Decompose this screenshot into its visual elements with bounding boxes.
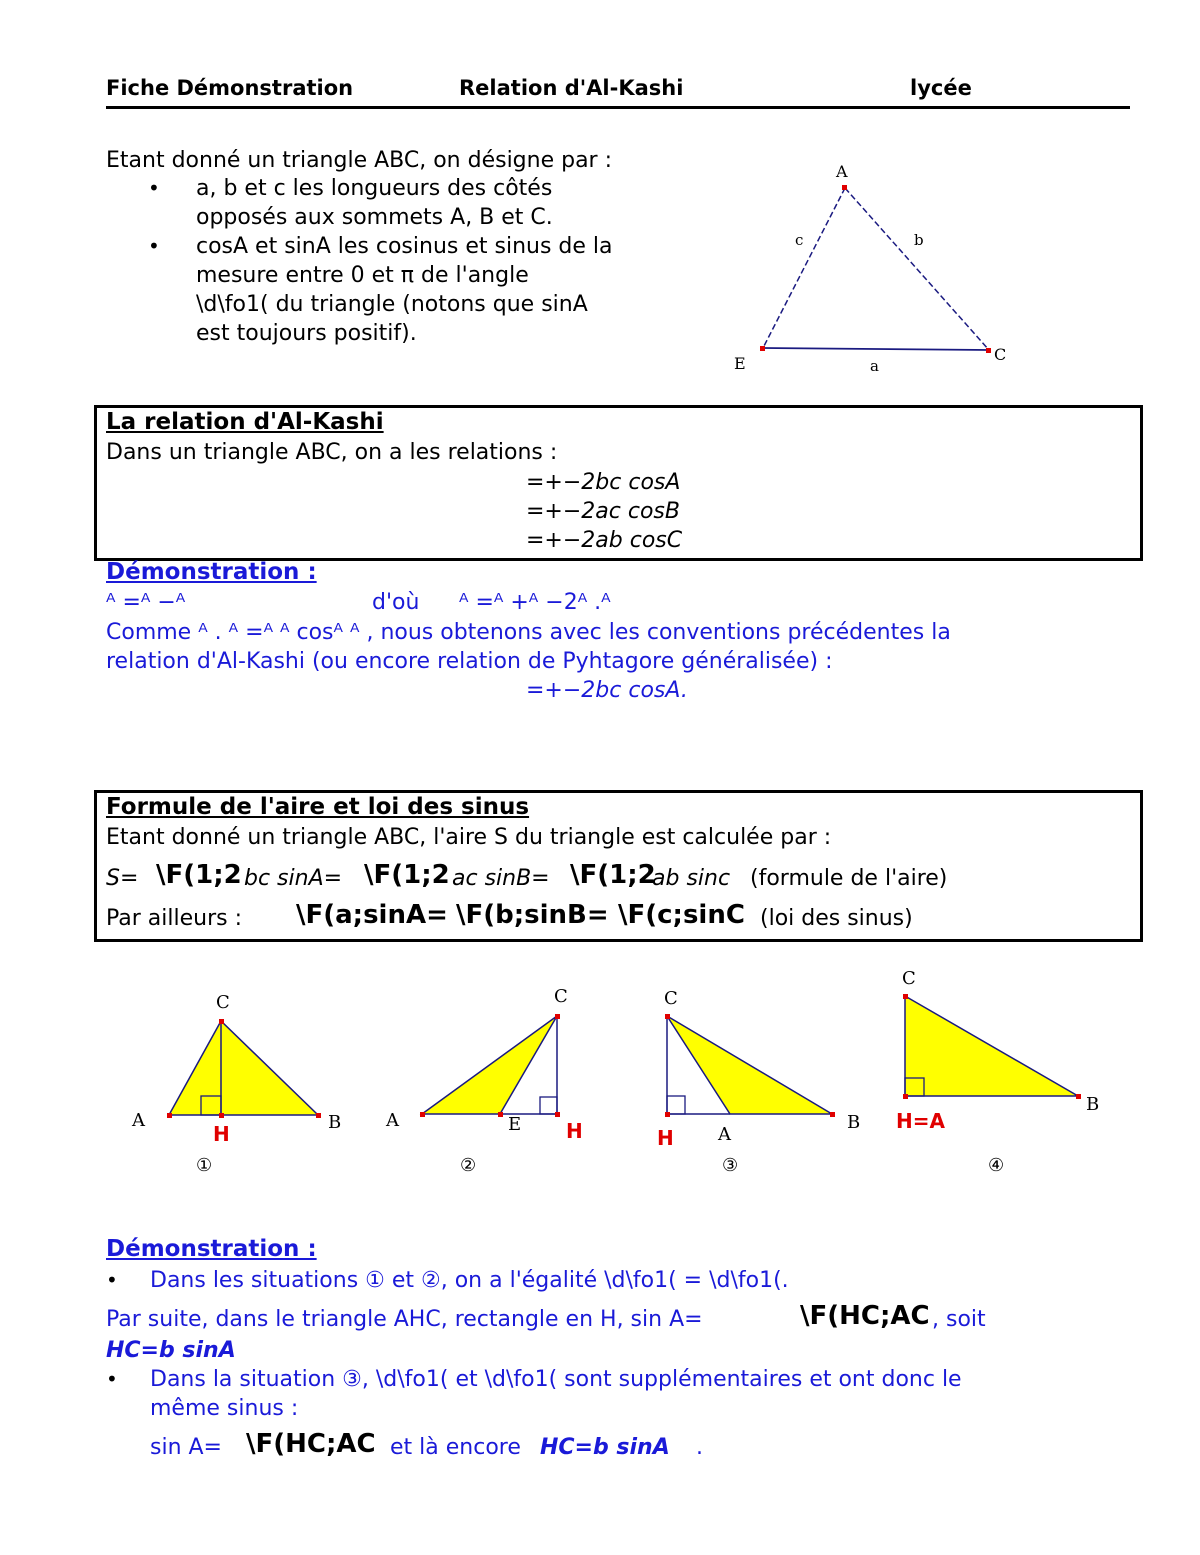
intro-bullet1-line2: opposés aux sommets A, B et C. (196, 205, 553, 230)
box1-eq2: =+−2ac cosB (526, 499, 680, 524)
fig2-label-H: H (566, 1119, 583, 1143)
label-E: E (734, 354, 746, 373)
intro-bullet2-line1: cosA et sinA les cosinus et sinus de la (196, 234, 613, 259)
fig4-label-C: C (902, 968, 916, 989)
demo1-line3: relation d'Al-Kashi (ou encore relation de Pyhtagore généralisée) : (106, 649, 833, 674)
demo2-line4-result: HC=b sinA (540, 1435, 670, 1460)
fig4-label-HA: H=A (896, 1109, 945, 1133)
intro-line: Etant donné un triangle ABC, on désigne par : (106, 148, 613, 173)
demo2-result: HC=b sinA (106, 1338, 236, 1363)
fig2-label-C: C (554, 986, 568, 1007)
demo1-line1-mid: d'où (372, 590, 420, 615)
fig3-number: ③ (722, 1155, 739, 1176)
bullet-dot: • (148, 176, 160, 200)
figure-1 (131, 992, 341, 1176)
intro-bullet2-line3: \d\fo1( du triangle (notons que sinA (196, 292, 588, 317)
fig4-label-B: B (1086, 1094, 1100, 1115)
box2-S: S= (106, 866, 139, 891)
fig2-number: ② (460, 1155, 477, 1176)
demo2-line2-end: , soit (932, 1307, 986, 1332)
fig3-label-A: A (718, 1124, 731, 1145)
demo2-line2-frac: \F(HC;AC (800, 1301, 930, 1331)
box1-eq3: =+−2ab cosC (526, 528, 683, 553)
box2-sin-c: \F(c;sinC (618, 900, 745, 930)
figure-2 (385, 986, 583, 1176)
fig2-label-A: A (386, 1110, 399, 1131)
point-E (760, 346, 765, 351)
bullet-dot: • (148, 234, 160, 258)
fig1-label-C: C (216, 992, 230, 1013)
box2-frac1: \F(1;2 (156, 860, 242, 890)
triangle-figure (720, 155, 1040, 380)
box2-line1: Etant donné un triangle ABC, l'aire S du triangle est calculée par : (106, 825, 832, 850)
box2-term2: ac sinB= (452, 866, 550, 891)
header-rule (106, 106, 1130, 109)
fig1-number: ① (196, 1155, 213, 1176)
fig3-label-C: C (664, 988, 678, 1009)
label-A: A (836, 162, 848, 181)
demo1-line2: Comme ᴬ . ᴬ =ᴬ ᴬ cosᴬ ᴬ , nous obtenons avec les conventions précédentes la (106, 620, 951, 645)
demo2-bullet1: Dans les situations ① et ②, on a l'égalité \d\fo1( = \d\fo1(. (150, 1268, 789, 1293)
box2-term3: ab sinc (652, 866, 731, 891)
fig1-label-A: A (132, 1110, 145, 1131)
box1-line: Dans un triangle ABC, on a les relations : (106, 440, 558, 465)
intro-bullet2-line4: est toujours positif). (196, 321, 417, 346)
demo1-line1-right: ᴬ =ᴬ +ᴬ −2ᴬ .ᴬ (459, 590, 611, 615)
box2-frac3: \F(1;2 (570, 860, 656, 890)
label-c: c (795, 231, 804, 249)
box2-line3-label: Par ailleurs : (106, 906, 243, 931)
demo2-line2: Par suite, dans le triangle AHC, rectangle en H, sin A= (106, 1307, 703, 1332)
bullet-dot: • (106, 1367, 118, 1391)
side-b (845, 188, 989, 350)
box2-sin-b: \F(b;sinB= (456, 900, 609, 930)
header-center: Relation d'Al-Kashi (459, 76, 684, 100)
label-C: C (994, 345, 1007, 364)
point-C (986, 348, 991, 353)
demo2-title: Démonstration : (106, 1236, 317, 1262)
demo1-eq: =+−2bc cosA. (526, 678, 688, 703)
side-a (763, 348, 989, 350)
box2-frac2: \F(1;2 (364, 860, 450, 890)
header-left: Fiche Démonstration (106, 76, 354, 100)
fig4-number: ④ (988, 1155, 1005, 1176)
box2-sine-note: (loi des sinus) (760, 906, 913, 931)
figures-row (120, 960, 1120, 1185)
figure-3 (657, 988, 860, 1176)
point-A (842, 185, 847, 190)
fig1-label-H: H (213, 1122, 230, 1146)
demo1-line1-left: ᴬ =ᴬ −ᴬ (106, 590, 186, 615)
demo2-line4-mid: et là encore (390, 1435, 521, 1460)
demo2-line4-frac: \F(HC;AC (246, 1429, 376, 1459)
demo2-bullet2-line2: même sinus : (150, 1396, 299, 1421)
fig3-label-B: B (847, 1112, 861, 1133)
header-right: lycée (910, 76, 972, 100)
demo2-line4-start: sin A= (150, 1435, 222, 1460)
figure-4 (896, 968, 1099, 1176)
label-b: b (914, 231, 924, 249)
label-a: a (870, 357, 879, 375)
intro-bullet2-line2: mesure entre 0 et π de l'angle (196, 263, 529, 288)
demo2-bullet2-line1: Dans la situation ③, \d\fo1( et \d\fo1( sont supplémentaires et ont donc le (150, 1367, 962, 1392)
box1-title: La relation d'Al-Kashi (106, 409, 384, 435)
intro-bullet1-line1: a, b et c les longueurs des côtés (196, 176, 553, 201)
fig1-label-B: B (328, 1112, 342, 1133)
demo1-title: Démonstration : (106, 559, 317, 585)
box2-title: Formule de l'aire et loi des sinus (106, 794, 530, 820)
box2-area-note: (formule de l'aire) (750, 866, 948, 891)
demo2-line4-end: . (696, 1435, 703, 1460)
side-c (763, 188, 845, 348)
box2-sin-a: \F(a;sinA= (296, 900, 448, 930)
fig3-label-H: H (657, 1126, 674, 1150)
bullet-dot: • (106, 1268, 118, 1292)
fig2-label-E: E (508, 1114, 522, 1135)
box1-eq1: =+−2bc cosA (526, 470, 681, 495)
box2-term1: bc sinA= (244, 866, 343, 891)
